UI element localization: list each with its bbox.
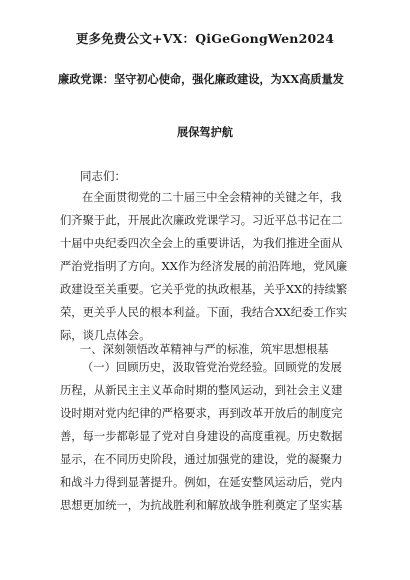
document-title-line-2: 展保驾护航 [177,125,233,139]
section-heading: 一、深刻领悟改革精神与严的标准，筑牢思想根基 [80,343,329,356]
paragraph-line: 思想更加统一，为抗战胜利和解放战争胜利奠定了坚实基 [60,499,343,512]
paragraph-line: 荣，更关乎人民的根本利益。下面，我结合XX纪委工作实 [60,306,348,319]
paragraph-line: 显示，在不同历史阶段，通过加强党的建设，党的凝聚力 [60,453,343,466]
history-paragraph [60,356,352,517]
paragraph-line: 和战斗力得到显著提升。例如，在延安整风运动后，党内 [60,476,343,489]
paragraph-line: 十届中央纪委四次全会上的重要讲话，为我们推进全面从 [60,237,343,250]
intro-paragraph [60,186,352,347]
paragraph-line: 设时期对党内纪律的严格要求，再到改革开放后的制度完 [60,407,343,420]
paragraph-line: 际，谈几点体会。 [60,329,151,342]
document-title-line-1: 廉政党课：坚守初心使命，强化廉政建设，为XX高质量发 [58,72,344,86]
paragraph-line: 政建设至关重要。它关乎党的执政根基，关乎XX的持续繁 [60,283,348,296]
paragraph-line: 严治党指明了方向。XX作为经济发展的前沿阵地，党风廉 [60,260,348,273]
paragraph-line: 善，每一步都彰显了党对自身建设的高度重视。历史数据 [60,430,343,443]
paragraph-line: 历程，从新民主主义革命时期的整风运动，到社会主义建 [60,384,343,397]
paragraph-line: 们齐聚于此，开展此次廉政党课学习。习近平总书记在二 [60,214,343,227]
salutation: 同志们： [80,169,126,183]
paragraph-line: （一）回顾历史，汲取管党治党经验。回顾党的发展 [82,361,342,374]
promo-header: 更多免费公文+VX：QiGeGongWen2024 [75,31,335,46]
paragraph-line: 在全面贯彻党的二十届三中全会精神的关键之年，我 [82,191,342,204]
